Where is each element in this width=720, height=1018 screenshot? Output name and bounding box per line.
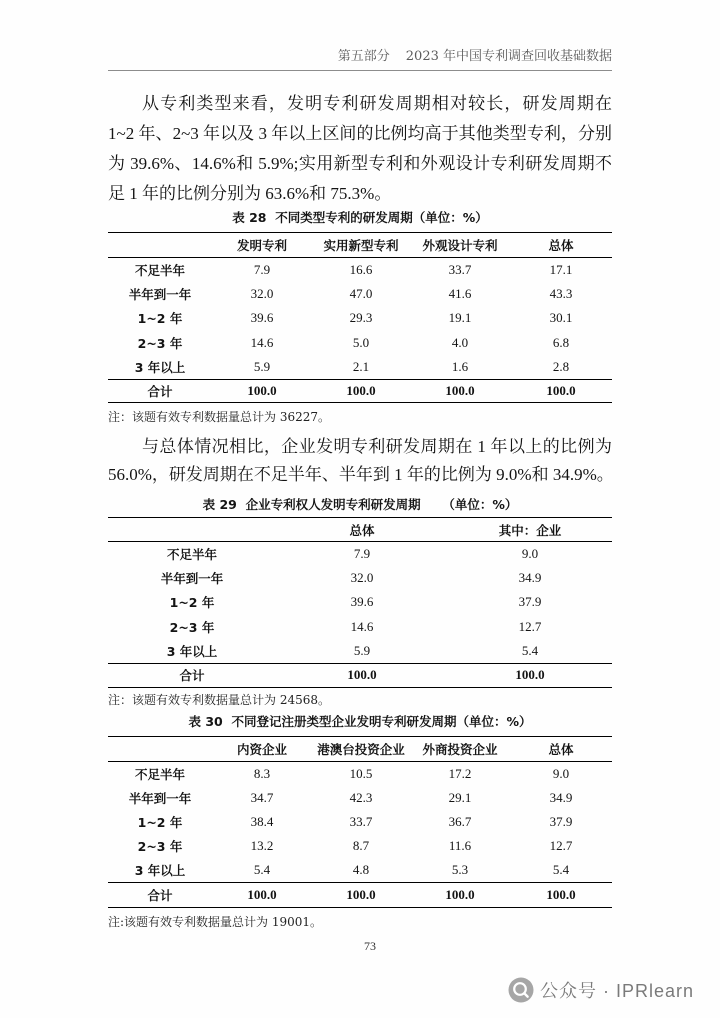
column-header: 内资企业: [236, 742, 287, 757]
row-label: 不足半年: [134, 262, 185, 278]
paragraph: [108, 433, 612, 489]
table-cell: 33.7: [349, 813, 373, 829]
row-label: 合计: [147, 887, 173, 903]
page-number: 73: [364, 939, 376, 953]
row-label: 3 年以上: [166, 644, 218, 659]
table-row: [108, 762, 612, 786]
table-30: [108, 736, 612, 908]
table-cell: 33.7: [448, 261, 472, 277]
table-cell: 5.4: [253, 862, 271, 878]
table-cell: 5.4: [552, 862, 570, 878]
column-header: 总体: [548, 238, 574, 253]
corner-cell: [108, 737, 212, 762]
table-row: [108, 639, 612, 663]
row-label: 不足半年: [134, 766, 185, 782]
table-cell: 17.1: [549, 261, 573, 277]
table-row: [108, 542, 612, 566]
table-cell: 9.0: [552, 765, 570, 781]
table-title: 表 29 企业专利权人发明专利研发周期 （单位：%）: [202, 497, 518, 512]
row-label: 合计: [147, 383, 173, 399]
table-title: 表 28 不同类型专利的研发周期（单位：%）: [232, 210, 488, 225]
table-cell: 100.0: [347, 667, 377, 683]
table-cell: 34.9: [549, 789, 573, 805]
table-cell: 100.0: [546, 886, 576, 902]
paragraph: [108, 89, 612, 209]
table-cell: 100.0: [346, 382, 376, 398]
table-cell: 4.0: [451, 334, 469, 350]
header-rule: [108, 70, 612, 71]
table-row: [108, 282, 612, 306]
table-row: [108, 566, 612, 590]
table-cell: 38.4: [250, 813, 274, 829]
paragraph-line: 足 1 年的比例分别为 63.6%和 75.3%。: [108, 184, 392, 203]
table-cell: 100.0: [346, 886, 376, 902]
table-header-row: [108, 518, 612, 542]
table-cell: 14.6: [250, 334, 274, 350]
table-row: [108, 306, 612, 330]
table-cell: 17.2: [448, 765, 472, 781]
row-label: 半年到一年: [160, 571, 224, 587]
paragraph-line: 为 39.6%、14.6%和 5.9%;实用新型专利和外观设计专利研发周期不: [108, 154, 612, 173]
table-cell: 7.9: [353, 545, 371, 561]
table-cell: 4.8: [352, 862, 370, 878]
table-28: [108, 232, 612, 403]
table-cell: 14.6: [350, 618, 374, 634]
table-cell: 34.9: [518, 570, 542, 586]
table-title: 表 30 不同登记注册类型企业发明专利研发周期（单位：%）: [188, 714, 532, 729]
table-cell: 100.0: [546, 382, 576, 398]
table-cell: 29.3: [349, 310, 373, 326]
table-29: [108, 517, 612, 688]
table-cell: 8.3: [253, 765, 271, 781]
table-row: [108, 810, 612, 834]
table-cell: 42.3: [349, 789, 373, 805]
table-cell: 5.9: [353, 643, 371, 658]
table-cell: 12.7: [518, 618, 542, 634]
watermark-text: 公众号 · IPRlearn: [540, 981, 695, 1001]
table-cell: 5.0: [352, 334, 370, 350]
table-cell: 2.1: [352, 359, 370, 374]
table-cell: 9.0: [521, 545, 539, 561]
table-row: [108, 590, 612, 614]
row-label: 3 年以上: [134, 863, 186, 879]
table-cell: 100.0: [247, 382, 277, 398]
table-cell: 29.1: [448, 789, 472, 805]
table-cell: 39.6: [350, 594, 374, 610]
table-cell: 6.8: [552, 334, 570, 350]
table-cell: 37.9: [518, 594, 542, 610]
column-header: 实用新型专利: [323, 238, 399, 253]
column-header: 总体: [349, 522, 375, 538]
table-cell: 32.0: [250, 286, 274, 302]
table-cell: 5.9: [253, 359, 271, 374]
table-cell: 37.9: [549, 813, 573, 829]
row-label: 不足半年: [166, 546, 217, 562]
row-label: 半年到一年: [128, 790, 192, 806]
table-header-row: [108, 233, 612, 258]
table-cell: 100.0: [445, 382, 475, 398]
table-cell: 34.7: [250, 789, 274, 805]
column-header: 外商投资企业: [422, 742, 498, 757]
table-cell: 11.6: [448, 838, 472, 854]
table-note: 注:该题有效专利数据量总计为 19001。: [108, 915, 323, 929]
table-row: [108, 258, 612, 282]
table-cell: 5.3: [451, 862, 469, 878]
header-title: 2023 年中国专利调查回收基础数据: [405, 49, 612, 64]
table-total-row: [108, 663, 612, 687]
corner-cell: [108, 233, 212, 258]
official-account-icon: [508, 977, 534, 1003]
table-row: [108, 858, 612, 882]
table-cell: 1.6: [451, 359, 469, 374]
table-row: [108, 615, 612, 639]
table-cell: 36.7: [448, 813, 472, 829]
row-label: 合计: [179, 668, 205, 684]
running-header: [338, 48, 612, 66]
table-cell: 16.6: [349, 261, 373, 277]
table-cell: 10.5: [349, 765, 373, 781]
table-cell: 100.0: [515, 667, 545, 683]
table-note: 注：该题有效专利数据量总计为 24568。: [108, 693, 330, 707]
row-label: 2~3 年: [137, 335, 183, 351]
table-cell: 2.8: [552, 359, 570, 374]
paragraph-line: 56.0%，研发周期在不足半年、半年到 1 年的比例为 9.0%和 34.9%。: [108, 465, 614, 484]
table-row: [108, 355, 612, 379]
column-header: 发明专利: [236, 238, 287, 253]
table-header-row: [108, 737, 612, 762]
table-total-row: [108, 379, 612, 402]
table-row: [108, 331, 612, 355]
table-cell: 32.0: [350, 570, 374, 586]
table-cell: 12.7: [549, 838, 573, 854]
paragraph-line: 与总体情况相比，企业发明专利研发周期在 1 年以上的比例为: [142, 437, 612, 456]
table-cell: 7.9: [253, 261, 271, 277]
table-cell: 13.2: [250, 838, 274, 854]
table-note: 注：该题有效专利数据量总计为 36227。: [108, 410, 330, 424]
header-section: 第五部分: [337, 49, 390, 64]
table-cell: 8.7: [352, 838, 370, 854]
corner-cell: [108, 518, 276, 542]
column-header: 总体: [548, 742, 574, 757]
table-cell: 41.6: [448, 286, 472, 302]
table-row: [108, 834, 612, 858]
paragraph-line: 1~2 年、2~3 年以及 3 年以上区间的比例均高于其他类型专利，分别: [108, 124, 612, 143]
table-cell: 19.1: [448, 310, 472, 326]
table-cell: 5.4: [521, 643, 539, 658]
column-header: 外观设计专利: [422, 238, 498, 253]
column-header: 其中：企业: [498, 522, 562, 538]
table-cell: 39.6: [250, 310, 274, 326]
row-label: 1~2 年: [137, 311, 183, 327]
table-cell: 43.3: [549, 286, 573, 302]
row-label: 半年到一年: [128, 287, 192, 303]
table-cell: 47.0: [349, 286, 373, 302]
row-label: 3 年以上: [134, 360, 186, 375]
row-label: 2~3 年: [169, 619, 215, 635]
table-cell: 100.0: [445, 886, 475, 902]
watermark: [508, 977, 694, 1003]
row-label: 1~2 年: [169, 595, 215, 611]
table-total-row: [108, 882, 612, 907]
row-label: 2~3 年: [137, 839, 183, 855]
paragraph-line: 从专利类型来看，发明专利研发周期相对较长，研发周期在: [142, 94, 612, 113]
column-header: 港澳台投资企业: [317, 742, 405, 757]
table-row: [108, 786, 612, 810]
row-label: 1~2 年: [137, 814, 183, 830]
table-cell: 30.1: [549, 310, 573, 326]
table-cell: 100.0: [247, 886, 277, 902]
